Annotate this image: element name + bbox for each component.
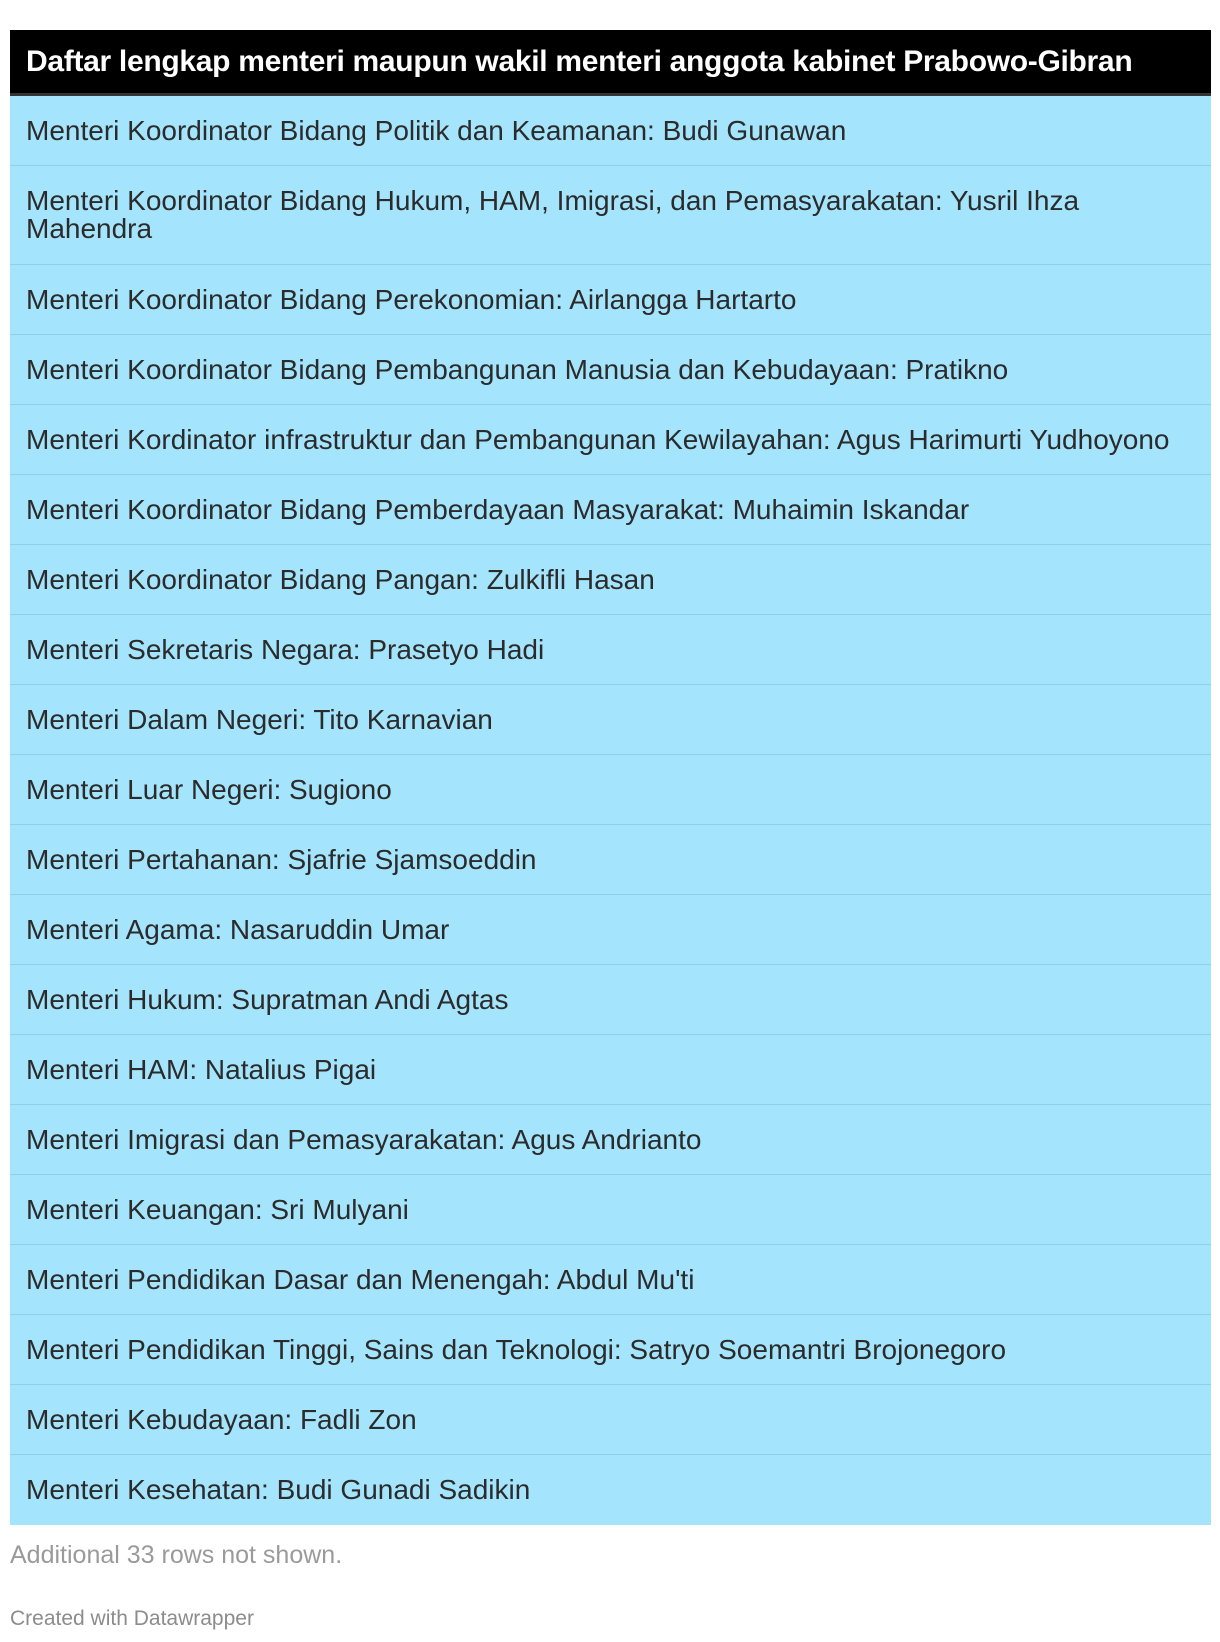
row-text: Menteri Kordinator infrastruktur dan Pembangunan Kewilayahan: Agus Harimurti Yudhoyono <box>26 423 1170 455</box>
table-header <box>10 30 1211 96</box>
rows-not-shown-note: Additional 33 rows not shown. <box>10 1541 343 1569</box>
row-text: Menteri Koordinator Bidang Perekonomian: Airlangga Hartarto <box>26 283 797 315</box>
minister-table <box>10 30 1211 1525</box>
row-text: Menteri Koordinator Bidang Pemberdayaan Masyarakat: Muhaimin Iskandar <box>26 493 970 525</box>
table-row <box>10 1105 1211 1175</box>
table-row <box>10 545 1211 615</box>
row-text: Menteri Dalam Negeri: Tito Karnavian <box>26 703 493 735</box>
table-row <box>10 265 1211 335</box>
table-row <box>10 1315 1211 1385</box>
table-row <box>10 335 1211 405</box>
row-text: Menteri Pendidikan Tinggi, Sains dan Teknologi: Satryo Soemantri Brojonegoro <box>26 1333 1007 1365</box>
table-body <box>10 96 1211 1525</box>
row-text: Menteri Luar Negeri: Sugiono <box>26 773 392 805</box>
datawrapper-credit[interactable]: Created with Datawrapper <box>10 1607 254 1630</box>
table-row <box>10 685 1211 755</box>
row-text: Menteri Pertahanan: Sjafrie Sjamsoeddin <box>26 843 537 875</box>
table-row <box>10 965 1211 1035</box>
row-text: Menteri Kesehatan: Budi Gunadi Sadikin <box>26 1474 531 1505</box>
table-row <box>10 166 1211 265</box>
row-text: Menteri Koordinator Bidang Pembangunan Manusia dan Kebudayaan: Pratikno <box>26 353 1009 385</box>
table-row <box>10 755 1211 825</box>
row-text: Menteri Hukum: Supratman Andi Agtas <box>26 983 509 1015</box>
table-row <box>10 1245 1211 1315</box>
row-text: Menteri Imigrasi dan Pemasyarakatan: Agus Andrianto <box>26 1123 702 1155</box>
row-text: Menteri Sekretaris Negara: Prasetyo Hadi <box>26 633 545 665</box>
table-row <box>10 1175 1211 1245</box>
row-text: Menteri Pendidikan Dasar dan Menengah: Abdul Mu'ti <box>26 1263 695 1295</box>
table-row <box>10 96 1211 166</box>
row-text: Menteri Keuangan: Sri Mulyani <box>26 1193 409 1225</box>
row-text: Menteri Koordinator Bidang Pangan: Zulkifli Hasan <box>26 563 655 595</box>
table-row <box>10 825 1211 895</box>
table-row <box>10 615 1211 685</box>
row-text: Menteri Koordinator Bidang Hukum, HAM, Imigrasi, dan Pemasyarakatan: Yusril Ihza Mahendra <box>26 185 1080 244</box>
row-text: Menteri HAM: Natalius Pigai <box>26 1053 377 1085</box>
table-row <box>10 1455 1211 1525</box>
table-row <box>10 1385 1211 1455</box>
row-text: Menteri Agama: Nasaruddin Umar <box>26 913 450 945</box>
table-row <box>10 1035 1211 1105</box>
table-row <box>10 475 1211 545</box>
table-row <box>10 405 1211 475</box>
row-text: Menteri Kebudayaan: Fadli Zon <box>26 1403 417 1435</box>
table-row <box>10 895 1211 965</box>
row-text: Menteri Koordinator Bidang Politik dan Keamanan: Budi Gunawan <box>26 114 847 146</box>
table-title: Daftar lengkap menteri maupun wakil menteri anggota kabinet Prabowo-Gibran <box>26 44 1133 78</box>
